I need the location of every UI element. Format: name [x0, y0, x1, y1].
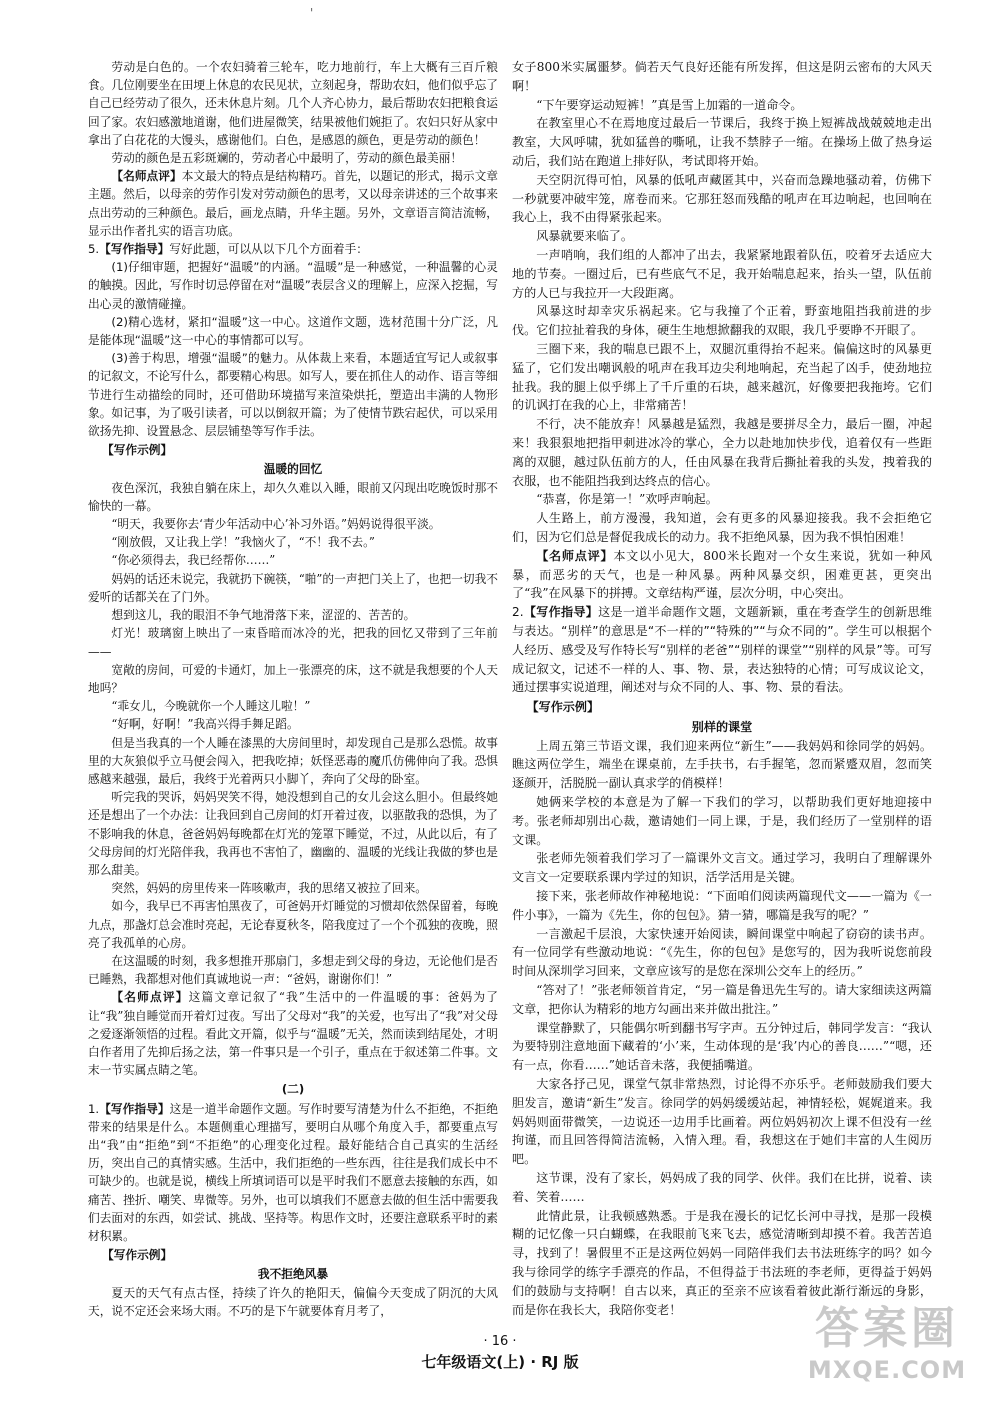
guide-point: (1)仔细审题，把握好“温暖”的内涵。“温暖”是一种感觉，一种温馨的心灵的触摸。因此，写作时切忌停留在对“温暖”表层含义的理解上，应深入挖掘，写出心灵的激情碰撞。: [88, 260, 498, 311]
guide-label: 【写作指导】: [523, 605, 599, 620]
paragraph: 人生路上，前方漫漫，我知道，会有更多的风暴迎接我。我不会拒绝它们，因为它们总是督促我成长的动力。我不拒绝风暴，因为我不惧怕困难！: [512, 511, 932, 544]
paragraph: 接下来，张老师故作神秘地说：“下面咱们阅读两篇现代文——一篇为《一件小事》，一篇为《先生，你的包包》。猜一猜，哪篇是我写的呢？”: [512, 889, 932, 922]
paragraph: “你必须得去，我已经帮你……”: [111, 553, 276, 568]
paragraph: 在教室里心不在焉地度过最后一节课后，我终于换上短裤战战兢兢地走出教室，大风呼啸，犹如猛兽的嘶吼，让我不禁脖子一缩。在操场上做了热身运动后，我们站在跑道上排好队，考试即将开始。: [512, 116, 932, 168]
paragraph: 一言激起千层浪，大家快速开始阅读，瞬间课堂中响起了窃窃的读书声。有一位同学有些激动地说：“《先生，你的包包》是您写的，因为我听说您前段时间从深圳学习回来，文章应该写的是您在深圳公交车上的经历。”: [512, 926, 932, 979]
guide-text: 这是一道半命题作文题。写作时要写清楚为什么不拒绝，不拒绝带来的结果是什么。本题侧重心理描写，要明白从哪个角度入手，都要重点写出“我”由“拒绝”到“不拒绝”的心理变化过程。最好能结合自己真实的生活经历，突出自己的真情实感。生活中，我们拒绝的一些东西，往往是我们成长中不可缺少的。也就是说，横线上所填词语可以是平时我们不愿意去接触的东西，如痛苦、挫折、嘲笑、卑微等。另外，也可以填我们不愿意去做的但生活中需要我们去面对的东西，如尝试、挑战、坚持等。构思作文时，还要注意联系平时的素材积累。: [88, 1101, 498, 1243]
paragraph: 夏天的天气有点古怪，持续了许久的艳阳天，偏偏今天变成了阴沉的大风天，说不定还会来场大雨。不巧的是下午就要体育月考了，: [88, 1285, 498, 1318]
paragraph: “明天，我要你去‘青少年活动中心’补习外语。”妈妈说得很平淡。: [111, 517, 441, 532]
scan-mark: ': [310, 6, 314, 20]
paragraph: 三圈下来，我的喘息已跟不上，双腿沉重得抬不起来。偏偏这时的风暴更猛了，它们发出嘲讽般的吼声在我耳边尖利地响起，充当起了凶手，使劲地拉扯我。我的腿上似乎绑上了千斤重的石块，越来越沉，好像要把我拖垮。它们的讥讽打在我的心上，非常痛苦！: [512, 341, 932, 413]
comment-text: 本文最大的特点是结构精巧。首先，以题记的形式，揭示文章主题。然后，以母亲的劳作引发对劳动颜色的思考，又以母亲讲述的三个故事来点出劳动的三种颜色。最后，画龙点睛，升华主题。另外，文章语言简洁流畅，显示出作者扎实的语言功底。: [88, 169, 498, 238]
left-column: [88, 58, 498, 1320]
guide-text: 这是一道半命题作文题，文题新颖，重在考查学生的创新思维与表达。“别样”的意思是“不一样的”“特殊的”“与众不同的”。学生可以根据个人经历、感受及写作特长写“别样的老爸”“别样的课堂”“别样的风景”等。可写成记叙文，记述不一样的人、事、物、景，表达独特的心情；可写成议论文，通过摆事实说道理，阐述对与众不同的人、事、物、景的看法。: [512, 605, 932, 695]
teacher-comment: [88, 167, 498, 240]
guide-label: 【写作指导】: [99, 1101, 170, 1116]
paragraph: “恭喜，你是第一！”欢呼声响起。: [536, 492, 718, 507]
paragraph: 灯光！玻璃窗上映出了一束昏暗而冰冷的光，把我的回忆又带到了三年前——: [88, 626, 498, 659]
guide-label: 【写作指导】: [99, 242, 170, 257]
watermark-logo: [792, 1303, 982, 1391]
paragraph: 劳动的颜色是五彩斑斓的，劳动者心中最明了，劳动的颜色最美丽！: [111, 151, 463, 166]
comment-label: 【名师点评】: [111, 169, 182, 184]
watermark-text: 答案圈: [815, 1303, 959, 1354]
paragraph: 大家各抒己见，课堂气氛非常热烈，讨论得不亦乐乎。老师鼓励我们要大胆发言，邀请“新生”发言。徐同学的妈妈缓缓站起，神情轻松，娓娓道来。我妈妈则面带微笑，一边说还一边用手比画着。两位妈妈初次上课不但没有一丝拘谨，而且回答得简洁流畅，入情入理。看，我想这在于她们丰富的人生阅历吧。: [512, 1077, 932, 1167]
paragraph: 她俩来学校的本意是为了解一下我们的学习，以帮助我们更好地迎接中考。张老师却别出心裁，邀请她们一同上课，于是，我们经历了一堂别样的语文课。: [512, 795, 932, 847]
paragraph: “好啊，好啊！”我高兴得手舞足蹈。: [111, 717, 299, 732]
paragraph: 劳动是白色的。一个农妇骑着三轮车，吃力地前行，车上大概有三百斤粮食。几位刚要坐在田埂上休息的农民见状，立刻起身，帮助农妇，他们似乎忘了自己已经劳动了很久，还未休息片刻。几个人齐心协力，最后帮助农妇把粮食运回了家。农妇感激地道谢，他们进屋微笑，结果被他们婉拒了。农妇只好从家中拿出了白花花的大馒头，感谢他们。白色，是感恩的颜色，更是劳动的颜色！: [88, 60, 498, 147]
essay-title: 我不拒绝风暴: [257, 1267, 329, 1282]
item-number: 2.: [512, 605, 524, 620]
paragraph: 风暴就要来临了。: [536, 229, 633, 244]
example-heading: 【写作示例】: [102, 443, 173, 458]
item-number: 1.: [88, 1101, 100, 1116]
essay-title: 别样的课堂: [691, 719, 753, 734]
paragraph: “乖女儿，今晚就你一个人睡这儿啦！”: [111, 699, 311, 714]
paragraph: 女子800米实属噩梦。倘若天气良好还能有所发挥，但这是阴云密布的大风天啊！: [512, 60, 932, 93]
paragraph: 张老师先领着我们学习了一篇课外文言文。通过学习，我明白了理解课外文言文一定要联系课内学过的知识，活学活用是关键。: [512, 851, 932, 885]
comment-label: 【名师点评】: [536, 548, 614, 563]
teacher-comment: [88, 988, 498, 1079]
teacher-comment: [512, 547, 932, 603]
paragraph: 在这温暖的时刻，我多想推开那扇门，多想走到父母的身边，无论他们是否已睡熟，我都想对他们真诚地说一声：“爸妈，谢谢你们！”: [88, 953, 498, 987]
comment-text: 本文以小见大，800米长跑对一个女生来说，犹如一种风暴，而恶劣的天气，也是一种风暴。两种风暴交织，困难更甚，更突出了“我”在风暴下的拼搏。文章结构严谨，层次分明，中心突出。: [512, 548, 932, 601]
essay-title: 温暖的回忆: [263, 462, 323, 477]
paragraph: 如今，我早已不再害怕黑夜了，可爸妈开灯睡觉的习惯却依然保留着，每晚九点，那盏灯总会准时亮起，无论春夏秋冬，陪我度过了一个个孤独的夜晚，照亮了我孤单的心房。: [88, 899, 498, 950]
guide-point: (2)精心选材，紧扣“温暖”这一中心。这道作文题，选材范围十分广泛，凡是能体现“温暖”这一中心的事情都可以写。: [88, 314, 498, 348]
paragraph: 此情此景，让我顿感熟悉。于是我在漫长的记忆长河中寻找，是那一段模糊的记忆像一只白蝴蝶，在我眼前飞来飞去，感觉清晰到却摸不着。我苦苦追寻，找到了！暑假里不正是这两位妈妈一同陪伴我们去书法班练字的吗？如今我与徐同学的练字手漂亮的作品，不但得益于书法班的李老师，更得益于妈妈们的鼓励与支持啊！自古以来，真正的至亲不应该看着彼此渐行渐远的身影，而是你在我长大，我陪你变老！: [512, 1208, 932, 1317]
writing-guide-1: [88, 1100, 498, 1246]
paragraph: 上周五第三节语文课，我们迎来两位“新生”——我妈妈和徐同学的妈妈。瞧这两位学生，端坐在课桌前，左手扶书，右手握笔，忽而紧蹙双眉，忽而笑逐颜开，活脱脱一副认真求学的俏模样！: [512, 738, 932, 791]
paragraph: 妈妈的话还未说完，我就扔下碗筷，“啪”的一声把门关上了，也把一切我不爱听的话都关在了门外。: [88, 571, 498, 604]
writing-guide-5: [88, 240, 498, 258]
right-column: [512, 58, 932, 1319]
watermark-url: MXQE.COM: [807, 1356, 967, 1384]
paragraph: 想到这儿，我的眼泪不争气地滑落下来，涩涩的、苦苦的。: [111, 608, 416, 623]
example-heading: 【写作示例】: [526, 700, 600, 715]
paragraph: 突然，妈妈的房里传来一阵咳嗽声，我的思绪又被拉了回来。: [111, 881, 427, 896]
paragraph: 但是当我真的一个人睡在漆黑的大房间里时，却发现自己是那么恐慌。故事里的大灰狼似乎立马便会闯入，把我吃掉；妖怪恶毒的魔爪仿佛伸向了我。恐惧感越来越强，最后，我终于光着两只小脚丫，奔向了父母的卧室。: [88, 735, 498, 786]
example-heading: 【写作示例】: [102, 1248, 173, 1263]
guide-point: (3)善于构思，增强“温暖”的魅力。从体裁上来看，本题适宜写记人或叙事的记叙文，不论写什么，都要精心构思。如写人，要在抓住人的动作、语言等细节进行生动描绘的同时，还可借助环境描写来渲染烘托，塑造出丰满的人物形象。如记事，为了吸引读者，可以以倒叙开篇；为了使情节跌宕起伏，可以采用欲扬先抑、设置悬念、层层铺垫等写作手法。: [88, 351, 498, 439]
writing-guide-2: [512, 603, 932, 697]
paragraph: “刚放假，又让我上学！”我恼火了，“不！我不去。”: [111, 535, 375, 550]
guide-text: 写好此题，可以从以下几个方面着手：: [169, 242, 368, 257]
book-title: 七年级语文(上) · RJ 版: [421, 1353, 579, 1371]
paragraph: 天空阴沉得可怕，风暴的低吼声藏匿其中，兴奋而急躁地骚动着，仿佛下一秒就要冲破牢笼，席卷而来。它那狂怒而残酷的吼声在耳边响起，也回响在我心上，我不由得紧张起来。: [512, 172, 932, 225]
page-number: · 16 ·: [483, 1334, 517, 1349]
paragraph: 一声哨响，我们组的人都冲了出去，我紧紧地跟着队伍，咬着牙去适应大地的节奏。一圈过后，已有些底气不足，我开始喘息起来，抬头一望，队伍前方的人已与我拉开一大段距离。: [512, 247, 932, 300]
paragraph: 宽敞的房间，可爱的卡通灯，加上一张漂亮的床，这不就是我想要的个人天地吗？: [88, 662, 498, 695]
comment-label: 【名师点评】: [111, 990, 189, 1005]
item-number: 5.: [88, 242, 100, 257]
comment-text: 这篇文章记叙了“我”生活中的一件温暖的事：爸妈为了让“我”独自睡觉而开着灯过夜。写出了父母对“我”的关爱，也写出了“我”对父母之爱逐渐领悟的过程。看此文开篇，似乎与“温暖”无关，然而读到结尾处，才明白作者用了先抑后扬之法，第一件事只是一个引子，重点在于叙述第二件事。文末一节实属点睛之笔。: [88, 990, 498, 1078]
paragraph: 听完我的哭诉，妈妈哭笑不得，她没想到自己的女儿会这么胆小。但最终她还是想出了一个办法：让我回到自己房间的灯开着过夜，以驱散我的恐惧，为了不影响我的休息，爸爸妈妈每晚都在灯光的笼罩下睡觉，不过，从此以后，有了父母房间的灯光陪伴我，我再也不害怕了，幽幽的、温暖的光线让我做的梦也是那么甜美。: [88, 790, 498, 877]
paragraph: 风暴这时却幸灾乐祸起来。它与我撞了个正着，野蛮地阻挡我前进的步伐。它们拉扯着我的身体，硬生生地想掀翻我的双眼，我几乎要睁不开眼了。: [512, 304, 932, 338]
paragraph: “下午要穿运动短裤！”真是雪上加霜的一道命令。: [536, 97, 803, 112]
paragraph: 不行，决不能放弃！风暴越是猛烈，我越是要拼尽全力，最后一圈，冲起来！我狠狠地把指甲刺进冰冷的掌心，全力以赴地加快步伐，追着仅有一些距离的双腿，越过队伍前方的人，任由风暴在我背后撕扯着我的头发，拽着我的衣服，也不能阻挡我到达终点的信心。: [512, 417, 932, 488]
paragraph: 课堂静默了，只能偶尔听到翻书写字声。五分钟过后，韩同学发言：“我认为要特别注意地面下藏着的‘小’来，生动体现的是‘我’内心的善良……”“嗯，还有一点，你看……”她话音未落，我便插嘴道。: [512, 1020, 932, 1073]
paragraph: “答对了！”张老师领首肯定，“另一篇是鲁迅先生写的。请大家细读这两篇文章，把你认为精彩的地方勾画出来并做出批注。”: [512, 983, 932, 1016]
section-heading: (二): [281, 1082, 305, 1097]
paragraph: 夜色深沉，我独自躺在床上，却久久难以入睡，眼前又闪现出吃晚饭时那不愉快的一幕。: [88, 480, 498, 513]
paragraph: 这节课，没有了家长，妈妈成了我的同学、伙伴。我们在比拼，说着、读着、笑着……: [512, 1171, 932, 1204]
